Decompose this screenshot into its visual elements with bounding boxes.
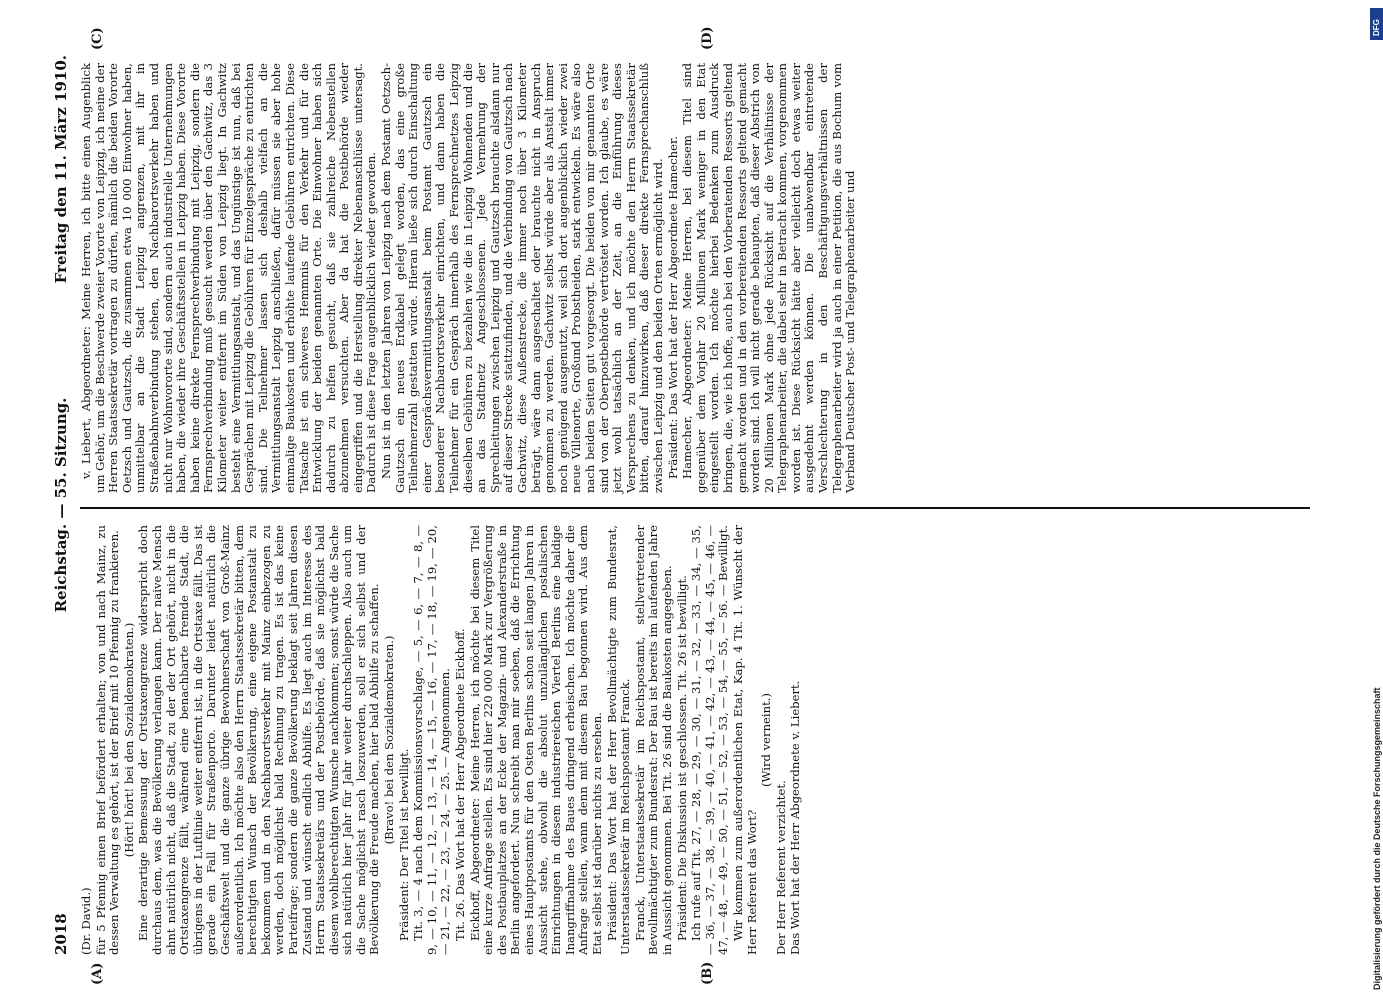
paragraph: Wir kommen zum außerordentlichen Etat, Kap. 4 Tit. 1. Wünscht der Herr Referent das Wort? <box>730 525 759 955</box>
dfg-logo: DFG <box>1370 8 1383 40</box>
rotated-document-page <box>50 26 1320 985</box>
paragraph: Nun ist in den letzten Jahren von Leipzig nach dem Postamt Oetzsch-Gautzsch ein neues Erdkabel gelegt worden, das eine große Teilnehmerzahl gestatten würde. Hieran ließe sich durch Einschaltung einer Gesprächsvermittlungsanstalt beim Postamt Gautzsch ein besonderer Nachbarortsverkehr einrichten, und dann haben die Teilnehmer für ein Gespräch innerhalb des Fernsprechnetzes Leipzig dieselben Gebühren zu bezahlen wie die in Leipzig Wohnenden und die an das Stadtnetz Angeschlossenen. Jede Vermehrung der Sprechleitungen zwischen Leipzig und Gautzsch brauchte alsdann nur auf dieser Strecke stattzufinden, und die Verbindung von Gautzsch nach Gachwitz, diese Außenstrecke, die immer noch über 3 Kilometer beträgt, wäre dann ausgeschaltet oder brauchte nicht in Anspruch genommen zu werden. Gachwitz selbst würde aber als Anstalt immer noch genügend ausgenutzt, weil sich dort augenblicklich wieder zwei neue Villenorte, Großund Probstheiden, stark entwickeln. Es wäre also nach beiden Seiten gut vorgesorgt. Die beiden von mir genannten Orte sind von der Oberpostbehörde vertröstet worden. Ich glaube, es wäre jetzt wohl tatsächlich an der Zeit, an die Einführung dieses Versprechens zu denken, und ich möchte den Herrn Staatssekretär bitten, darauf hinzuwirken, daß dieser direkte Fernsprechanschluß zwischen Leipzig und den beiden Orten ermöglicht wird. <box>379 63 665 493</box>
speech-eickhoff: Eickhoff, Abgeordneter: Meine Herren, ich möchte bei diesem Titel eine kurze Anfrage stellen. Es sind hier 220 000 Mark zur Vergrößerung des Postbauplatzes an der Ecke der Magazin- und Alexanderstraße in Berlin angefordert. Nun schreibt man mir soeben, daß die Errichtung eines Hauptpostamts für den Osten Berlins schon seit langen Jahren in Aussicht stehe, obwohl die absolut unzulänglichen postalischen Einrichtungen in diesem industriereichen Viertel Berlins eine baldige Inangriffnahme des Baues dringend erheischen. Ich möchte daher die Anfrage stellen, wann denn mit diesem Bau begonnen wird. Aus dem Etat selbst ist darüber nichts zu ersehen. <box>467 525 604 955</box>
page-header <box>50 55 78 955</box>
paragraph: für 5 Pfennig einen Brief befördert erhalten; von und nach Mainz, zu dessen Verwaltung es gehört, ist der Brief mit 10 Pfennig zu frankieren. <box>93 525 122 955</box>
margin-letter-a: (A) <box>90 962 105 985</box>
interjection: (Bravo! bei den Sozialdemokraten.) <box>382 635 397 845</box>
president-statement: Präsident: Das Wort hat der Herr Abgeordnete Hamecher. <box>665 136 680 479</box>
president-statement: Präsident: Die Diskussion ist geschlossen. Tit. 26 ist bewilligt. <box>674 575 689 941</box>
interjection: (Wird verneint.) <box>759 693 774 787</box>
digitization-note-text: Digitalisierung gefördert durch die Deutsche Forschungsgemeinschaft <box>1372 687 1382 990</box>
president-statement: Präsident: Der Titel ist bewilligt. <box>396 748 411 941</box>
column-divider <box>80 507 1310 509</box>
margin-letter-b: (B) <box>700 961 715 985</box>
session-date: Freitag den 11. März 1910. <box>52 55 70 284</box>
margin-letter-d: (D) <box>700 26 715 50</box>
session-title: Reichstag. — 55. Sitzung. <box>52 397 70 613</box>
speech-hamecher: Hamecher, Abgeordneter: Meine Herren, bei diesem Titel sind gegenüber dem Vorjahr 20 Millionen Mark weniger in den Etat eingestellt worden. Ich möchte hierbei Bedenken zum Ausdruck bringen, die, wie ich hoffe, auch bei den Vorberatenden Ressorts geltend gemacht worden und in den vorbereitenden Ressorts geltend gemacht worden sind. Ich will nicht gerade behaupten, daß dieser Abstrich von 20 Millionen Mark ohne jede Rücksicht auf die Verhältnisse der Telegraphenarbeiter, die dabei sehr in Betracht kommen, vorgenommen worden ist. Diese Rücksicht hätte aber vielleicht doch etwas weiter ausgedehnt werden können. Die unabwendbar eintretende Verschlechterung in den Beschäftigungsverhältnissen der Telegraphenarbeiter wird ja auch in einer Petition, die aus Bochum vom Verband Deutscher Post- und Telegraphenarbeiter und <box>680 63 858 493</box>
page-number: 2018 <box>52 913 70 955</box>
paragraph: Das Wort hat der Herr Abgeordnete v. Liebert. <box>788 680 803 955</box>
title-list: Ich rufe auf Tit. 27, — 28, — 29, — 30, — 31, — 32, — 33, — 34, — 35, — 36, — 37, — 38, — 39, — 40, — 41, — 42, — 43, — 44, — 45, — 46, — 47, — 48, — 49, — 50, — 51, — 52, — 53, — 54, — 55, — 56. — Bewilligt. <box>689 525 731 955</box>
digitization-note <box>1372 10 1383 990</box>
paragraph: Eine derartige Bemessung der Ortstaxengrenze widerspricht doch durchaus dem, was die Bevölkerung verlangen kann. Der naive Mensch ahnt natürlich nicht, daß die Stadt, zu der der Ort gehört, nicht in die Ortstaxengrenze fällt, während eine benachbarte fremde Stadt, die übrigens in der Luftlinie weiter entfernt ist, in die Ortstaxe fällt. Das ist gerade ein Fall für Straßenporto. Darunter leidet natürlich die Geschäftswelt und die ganze übrige Bewohnerschaft von Groß-Mainz außerordentlich. Ich möchte also den Herrn Staatssekretär bitten, dem berechtigten Wunsch der Bevölkerung, eine eigene Postanstalt zu bekommen und in den Nachbarortsverkehr mit Mainz einbezogen zu werden, doch möglichst bald Rechnung zu tragen. Es ist das keine Parteifrage; sondern die ganze Bevölkerung beklagt seit Jahren diesen Zustand und wünscht endlich Abhilfe. Es liegt auch im Interesse des Herrn Staatssekretärs und der Postbehörde, daß sie möglichst bald diesem wohlberechtigten Wunsche nachkommen; sonst würde die Sache sich natürlich hier Jahr für Jahr weiter durchschleppen. Also auch um die Sache möglichst rasch loszuwerden, soll er sich selbst und der Bevölkerung die Freude machen, hier bald Abhilfe zu schaffen. <box>136 525 382 955</box>
paragraph: Tit. 26. Das Wort hat der Herr Abgeordnete Eickhoff. <box>453 628 468 941</box>
left-column <box>80 525 804 955</box>
president-statement: Präsident: Das Wort hat der Herr Bevollmächtigte zum Bundesrat, Unterstaatssekretär im Reichspostamt Franck. <box>604 525 633 955</box>
paragraph: Der Herr Referent verzichtet. <box>773 780 788 955</box>
title-list: Tit. 3, — 4 nach dem Kommissionsvorschlage, — 5, — 6, — 7, — 8, — 9, — 10, — 11, — 12, — 13, — 14, — 15, — 16, — 17, — 18, — 19, — 20, — 21, — 22, — 23, — 24, — 25. — Angenommen. <box>411 525 453 955</box>
right-column <box>80 63 859 493</box>
speech-franck: Franck, Unterstaatssekretär im Reichspostamt, stellvertretender Bevollmächtigter zum Bundesrat: Der Bau ist bereits im laufenden Jahre in Aussicht genommen. Bei Tit. 26 sind die Baukosten angegeben. <box>632 525 674 955</box>
speech-liebert: v. Liebert, Abgeordneter: Meine Herren, ich bitte einen Augenblick um Gehör, um die Beschwerde zweier Vororte von Leipzig, ich meine der Herren Staatssekretär vortragen zu dürfen, nämlich die beiden Vororte Oetzsch und Gautzsch, die zusammen etwa 10 000 Einwohner haben, unmittelbar an die Stadt Leipzig angrenzen, mit ihr in Straßenbahnverbindung stehen, den Nachbarortsverkehr haben und nicht nur Wohnvororte sind, sondern auch industrielle Unternehmungen haben, die wieder ihre Geschäftsstellen in Leipzig haben. Diese Vororte haben keine direkte Fernsprechverbindung mit Leipzig, sondern die Fernsprechverbindung muß gesucht werden über den Gachwitz, das 3 Kilometer weiter entfernt im Süden von Leipzig liegt. In Gachwitz besteht eine Vermittlungsanstalt, und das Ungünstige ist nun, daß bei Gesprächen mit Leipzig die Gebühren für Einzelgespräche zu entrichten sind. Die Teilnehmer lassen sich deshalb vielfach an die Vermittlungsanstalt Leipzig anschließen, dafür müssen sie aber hohe einmalige Baukosten und erhöhte laufende Gebühren entrichten. Diese Tatsache ist ein schweres Hemmnis für den Verkehr und für die Entwicklung der beiden genannten Orte. Die Einwohner haben sich dadurch zu helfen gesucht, daß sie zahlreiche Nebenstellen abzunehmen versuchten. Aber da hat die Postbehörde wieder eingegriffen und die Herstellung direkter Nebenanschlüsse untersagt. Dadurch ist diese Frage augenblicklich wieder geworden. <box>79 63 379 493</box>
speaker-continuation: (Dr. David.) <box>79 887 93 955</box>
interjection: (Hört! hört! bei den Sozialdemokraten.) <box>121 622 136 858</box>
margin-letter-c: (C) <box>90 27 105 50</box>
